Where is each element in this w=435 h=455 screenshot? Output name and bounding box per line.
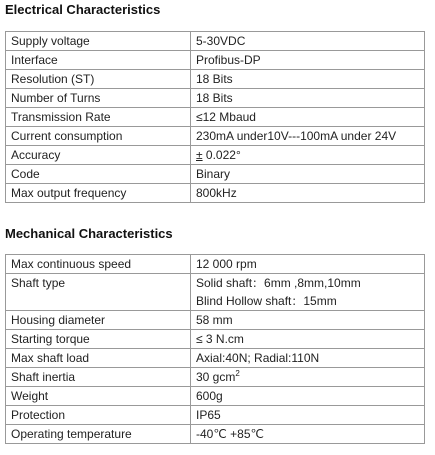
shaft-type-hollow: Blind Hollow shaft：15mm [196,294,337,308]
table-row [6,89,425,108]
squared-superscript: 2 [235,369,240,378]
spec-label: Supply voltage [6,32,191,51]
spec-value: 18 Bits [191,70,425,89]
spec-label: Resolution (ST) [6,70,191,89]
table-row [6,127,425,146]
table-row [6,330,425,349]
spec-value [191,368,425,387]
table-row [6,311,425,330]
spec-label: Weight [6,387,191,406]
spec-label: Max output frequency [6,184,191,203]
spec-label: Current consumption [6,127,191,146]
table-row [6,425,425,444]
spec-value: 58 mm [191,311,425,330]
mechanical-characteristics-table [5,254,425,444]
table-row [6,108,425,127]
spec-value [191,274,425,311]
table-row [6,368,425,387]
spec-label: Shaft type [6,274,191,311]
spec-label: Interface [6,51,191,70]
electrical-characteristics-heading: Electrical Characteristics [5,2,161,17]
spec-value: -40℃ +85℃ [191,425,425,444]
spec-value: ≤ 3 N.cm [191,330,425,349]
spec-value: 800kHz [191,184,425,203]
spec-value: 12 000 rpm [191,255,425,274]
spec-label: Code [6,165,191,184]
table-row [6,255,425,274]
spec-label: Number of Turns [6,89,191,108]
mechanical-characteristics-heading: Mechanical Characteristics [5,226,173,241]
spec-label: Starting torque [6,330,191,349]
inertia-value: 30 gcm [196,370,236,384]
spec-value: ≤12 Mbaud [191,108,425,127]
shaft-type-solid: Solid shaft：6mm ,8mm,10mm [196,276,361,290]
accuracy-value: 0.022° [202,148,241,162]
spec-label: Max shaft load [6,349,191,368]
spec-label: Shaft inertia [6,368,191,387]
spec-value: IP65 [191,406,425,425]
spec-label: Housing diameter [6,311,191,330]
table-row [6,349,425,368]
spec-value: 230mA under10V---100mA under 24V [191,127,425,146]
spec-label: Transmission Rate [6,108,191,127]
spec-value: Binary [191,165,425,184]
table-row [6,51,425,70]
plus-minus-symbol: ± [196,148,203,162]
spec-value: 5-30VDC [191,32,425,51]
spec-label: Accuracy [6,146,191,165]
table-row [6,184,425,203]
table-row [6,165,425,184]
table-row [6,387,425,406]
spec-label: Protection [6,406,191,425]
spec-value: Profibus-DP [191,51,425,70]
spec-value: Axial:40N; Radial:110N [191,349,425,368]
spec-value: 18 Bits [191,89,425,108]
table-row [6,146,425,165]
spec-value: 600g [191,387,425,406]
spec-value [191,146,425,165]
spec-label: Operating temperature [6,425,191,444]
spec-label: Max continuous speed [6,255,191,274]
table-row [6,32,425,51]
electrical-characteristics-table [5,31,425,203]
table-row [6,406,425,425]
table-row [6,274,425,311]
table-row [6,70,425,89]
